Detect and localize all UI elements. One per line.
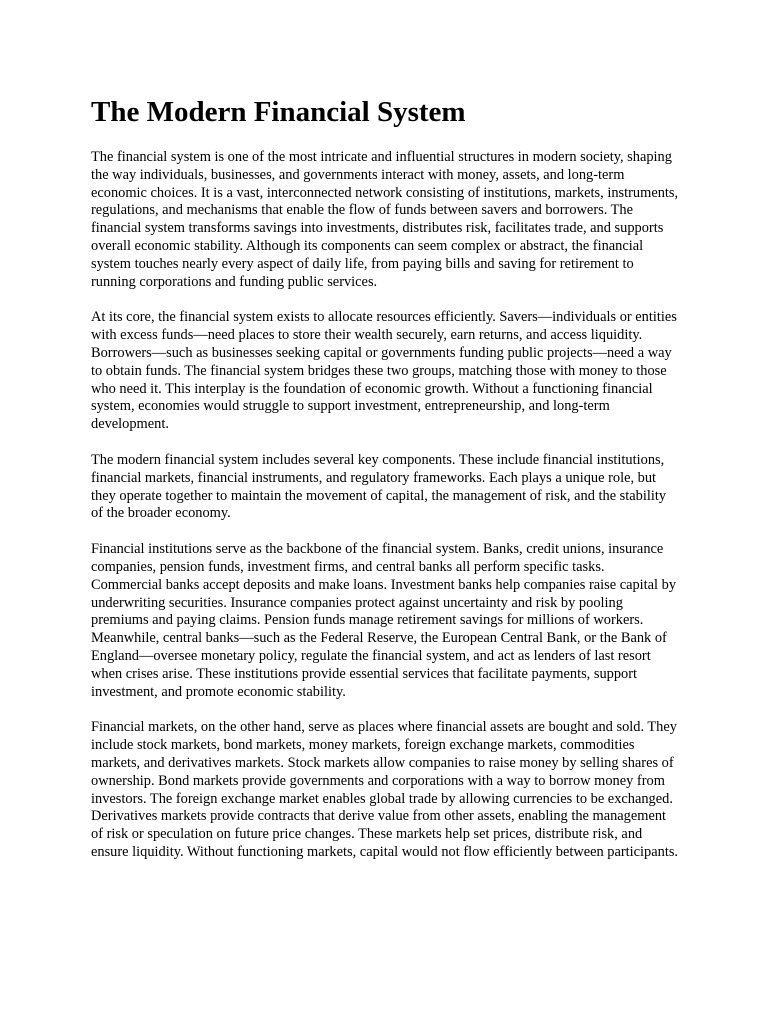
paragraph-financial-institutions: Financial institutions serve as the backbone of the financial system. Banks, credit unions, insurance companies, pension funds, investment firms, and central banks all perform specific tasks. Commercial banks accept deposits and make loans. Investment banks help companies raise capital by underwriting securities. Insurance companies protect against uncertainty and risk by pooling premiums and paying claims. Pension funds manage retirement savings for millions of workers. Meanwhile, central banks—such as the Federal Reserve, the European Central Bank, or the Bank of England—oversee monetary policy, regulate the financial system, and act as lenders of last resort when crises arise. These institutions provide essential services that facilitate payments, support investment, and promote economic stability. xyxy=(91,541,677,700)
paragraph-intro: The financial system is one of the most intricate and influential structures in modern society, shaping the way individuals, businesses, and governments interact with money, assets, and long-term economic choices. It is a vast, interconnected network consisting of institutions, markets, instruments, regulations, and mechanisms that enable the flow of funds between savers and borrowers. The financial system transforms savings into investments, distributes risk, facilitates trade, and supports overall economic stability. Although its components can seem complex or abstract, the financial system touches nearly every aspect of daily life, from paying bills and saving for retirement to running corporations and funding public services. xyxy=(91,149,679,290)
paragraph-key-components: The modern financial system includes several key components. These include financial institutions, financial markets, financial instruments, and regulatory frameworks. Each plays a unique role, but they operate together to maintain the movement of capital, the management of risk, and the stability of the broader economy. xyxy=(91,451,667,522)
document-title: The Modern Financial System xyxy=(91,96,466,128)
paragraph-core-purpose: At its core, the financial system exists to allocate resources efficiently. Savers—individuals or entities with excess funds—need places to store their wealth securely, earn returns, and access liquidity. Borrowers—such as businesses seeking capital or governments funding public projects—need a way to obtain funds. The financial system bridges these two groups, matching those with money to those who need it. This interplay is the foundation of economic growth. Without a functioning financial system, economies would struggle to support investment, entrepreneurship, and long-term development. xyxy=(91,309,677,433)
paragraph-financial-markets: Financial markets, on the other hand, serve as places where financial assets are bought and sold. They include stock markets, bond markets, money markets, foreign exchange markets, commodities markets, and derivatives markets. Stock markets allow companies to raise money by selling shares of ownership. Bond markets provide governments and corporations with a way to borrow money from investors. The foreign exchange market enables global trade by allowing currencies to be exchanged. Derivatives markets provide contracts that derive value from other assets, enabling the management of risk or speculation on future price changes. These markets help set prices, distribute risk, and ensure liquidity. Without functioning markets, capital would not flow efficiently between participants. xyxy=(91,719,679,860)
document-body xyxy=(91,95,679,880)
